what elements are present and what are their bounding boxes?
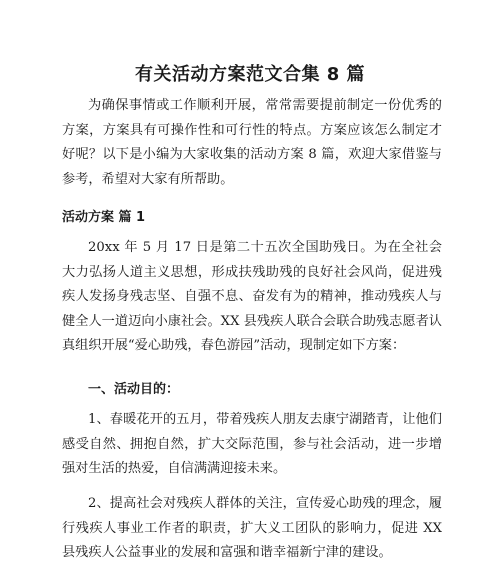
- intro-paragraph: 为确保事情或工作顺利开展，常常需要提前制定一份优秀的方案，方案具有可操作性和可行性的特点。方案应该怎么制定才好呢？以下是小编为大家收集的活动方案 8 篇，欢迎大家借鉴与参考，希望对大家有所帮助。: [62, 98, 442, 187]
- purpose-heading: 一、活动目的：: [88, 382, 180, 397]
- document-title: 有关活动方案范文合集 8 篇: [134, 64, 366, 85]
- purpose-item-1: 1、春暖花开的五月，带着残疾人朋友去康宁湖踏青，让他们感受自然、拥抱自然，扩大交际范围，参与社会活动，进一步增强对生活的热爱，自信满满迎接未来。: [62, 412, 442, 476]
- section-paragraph: 20xx 年 5 月 17 日是第二十五次全国助残日。为在全社会大力弘扬人道主义思想，形成扶残助残的良好社会风尚，促进残疾人发扬身残志坚、自强不息、奋发有为的精神，推动残疾人与健全人一道迈向小康社会。XX 县残疾人联合会联合助残志愿者认真组织开展“爱心助残，春色游园”活动，现制定如下方案：: [62, 240, 442, 353]
- purpose-item-2: 2、提高社会对残疾人群体的关注，宣传爱心助残的理念，履行残疾人事业工作者的职责，扩大义工团队的影响力，促进 XX 县残疾人公益事业的发展和富强和谐幸福新宁津的建设。: [62, 496, 442, 560]
- section-heading: 活动方案 篇 1: [62, 210, 146, 225]
